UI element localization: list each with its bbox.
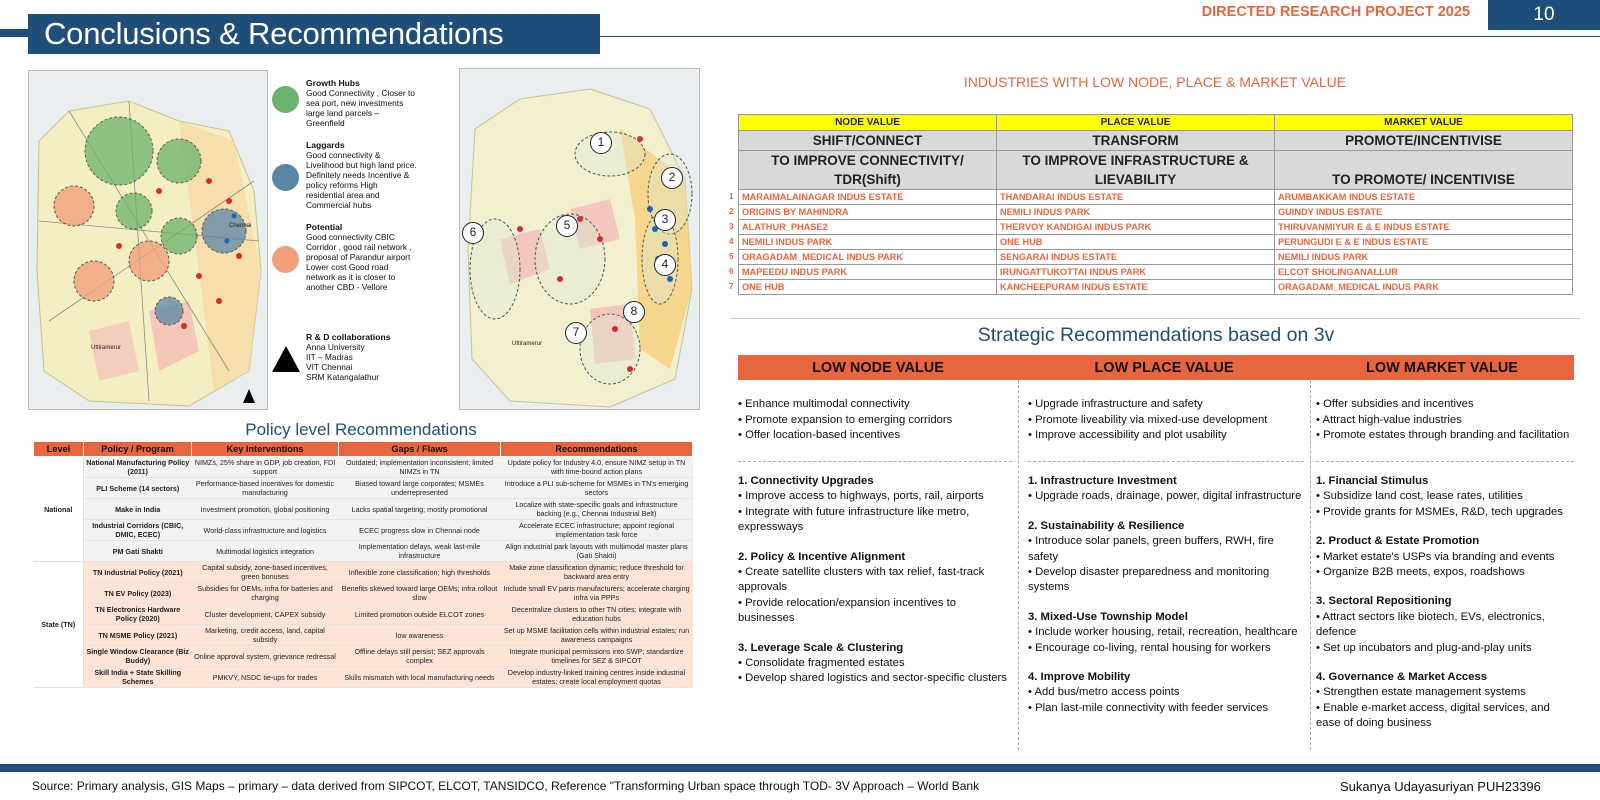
strategy-column-market <box>1316 380 1574 750</box>
strategy-block <box>738 474 1012 536</box>
column-header: TO IMPROVE CONNECTIVITY/ TDR(Shift) <box>739 151 997 190</box>
page-title: Conclusions & Recommendations <box>28 14 600 54</box>
strategy-item: • Provide grants for MSMEs, R&D, tech upgrades <box>1316 505 1563 518</box>
column-header: PROMOTE/INCENTIVISE <box>1275 131 1573 151</box>
table-cell: Develop industry-linked training centres inside industrial estates; create local employment quotas <box>501 667 693 688</box>
strategy-block <box>1028 519 1304 596</box>
legend-rd-triangle-icon <box>272 346 300 372</box>
industry-cell <box>997 190 1275 205</box>
strategy-block <box>1028 474 1304 505</box>
program-cell: Industrial Corridors (CBIC, DMIC, ECEC) <box>84 520 192 541</box>
industry-cell <box>997 235 1275 250</box>
table-row <box>34 457 693 478</box>
strategy-item: • Set up incubators and plug-and-play units <box>1316 641 1532 654</box>
row-index: 1 <box>729 192 734 201</box>
industry-cell <box>1275 190 1573 205</box>
program-cell: TN Electronics Hardware Policy (2020) <box>84 604 192 625</box>
industry-name: ORIGINS BY MAHINDRA <box>742 207 849 217</box>
table-row <box>34 562 693 583</box>
strategy-item: • Develop disaster preparedness and monitoring systems <box>1028 566 1270 594</box>
table-cell: NIMZs, 25% share in GDP, job creation, FDI support <box>192 457 339 478</box>
summary-item: • Offer subsidies and incentives <box>1316 398 1474 411</box>
legend-potential-swatch <box>272 246 299 273</box>
map-legend <box>270 76 440 416</box>
summary-item: • Promote estates through branding and facilitation <box>1316 429 1570 442</box>
legend-potential-text: Good connectivity CBIC Corridor , good rail network , proposal of Parandur airport Lower cost Good road network as it is closer to another CBD - Vellore <box>306 232 412 292</box>
column-divider <box>1310 380 1311 750</box>
strategy-block <box>1316 594 1574 656</box>
legend-laggards-text: Good connectivity & Livelihood but high land price. Definitely needs Incentive & policy reforms High residential area and Commercial hubs <box>306 150 417 210</box>
strategy-block <box>1316 670 1574 732</box>
strategy-item: • Encourage co-living, rental housing for workers <box>1028 641 1271 654</box>
strategy-block-title: 2. Policy & Incentive Alignment <box>738 550 906 563</box>
industry-name: GUINDY INDUS ESTATE <box>1278 207 1383 217</box>
map-industries <box>459 68 700 410</box>
legend-growth-swatch <box>272 86 299 113</box>
industry-cell <box>1275 235 1573 250</box>
column-header: Key Interventions <box>192 442 339 457</box>
column-header: PLACE VALUE <box>997 115 1275 131</box>
table-cell: Set up MSME facilitation cells within industrial estates; run awareness campaigns <box>501 625 693 646</box>
summary-item: • Upgrade infrastructure and safety <box>1028 398 1203 411</box>
footer-author: Sukanya Udayasuriyan PUH23396 <box>1340 779 1541 794</box>
table-cell: Update policy for Industry 4.0, ensure NIMZ setup in TN with time-bound action plans <box>501 457 693 478</box>
table-header-row <box>739 151 1573 190</box>
industry-name: MAPEEDU INDUS PARK <box>742 267 847 277</box>
industry-name: ONE HUB <box>1000 237 1043 247</box>
strategy-item: • Attract sectors like biotech, EVs, electronics, defence <box>1316 610 1545 639</box>
table-cell: Localize with state-specific goals and infrastructure backing (e.g., Chennai Industrial Belt) <box>501 499 693 520</box>
strategic-recommendations <box>738 355 1574 750</box>
table-header-row <box>739 131 1573 151</box>
strategy-item: • Introduce solar panels, green buffers, RWH, fire safety <box>1028 535 1274 563</box>
policy-section-title: Policy level Recommendations <box>245 420 477 439</box>
strategy-item: • Create satellite clusters with tax relief, fast-track approvals <box>738 566 985 594</box>
column-header: LOW NODE VALUE <box>738 355 1018 380</box>
strategy-summary <box>1028 380 1304 462</box>
industry-cell <box>1275 250 1573 265</box>
program-cell: TN MSME Policy (2021) <box>84 625 192 646</box>
program-cell: PM Gati Shakti <box>84 541 192 562</box>
table-cell: Offline delays still persist; SEZ approvals complex <box>339 646 501 667</box>
table-cell: Decentralize clusters to other TN cities; integrate with education hubs <box>501 604 693 625</box>
industry-name: NEMILI INDUS PARK <box>1278 252 1369 262</box>
map-marker-4: 4 <box>654 254 676 276</box>
table-row <box>34 520 693 541</box>
table-header-row <box>34 442 693 457</box>
industry-cell <box>729 220 997 235</box>
program-cell: TN EV Policy (2023) <box>84 583 192 604</box>
table-row <box>34 604 693 625</box>
strategy-item: • Integrate with future infrastructure like metro, expressways <box>738 505 970 534</box>
legend-rd-item: IIT – Madras <box>306 352 353 362</box>
strategy-item: • Strengthen estate management systems <box>1316 686 1526 699</box>
table-cell: World-class infrastructure and logistics <box>192 520 339 541</box>
industry-name: PERUNGUDI E & E INDUS ESTATE <box>1278 237 1429 247</box>
table-cell: Capital subsidy, zone-based incentives, green bonuses <box>192 562 339 583</box>
table-cell: Performance-based incentives for domestic manufacturing <box>192 478 339 499</box>
industry-name: ORAGADAM_MEDICAL INDUS PARK <box>1278 282 1439 292</box>
table-row <box>739 280 1573 295</box>
column-header: Level <box>34 442 84 457</box>
program-cell: Skill India + State Skilling Schemes <box>84 667 192 688</box>
industry-cell <box>997 250 1275 265</box>
strategy-column-place <box>1028 380 1304 750</box>
column-header: NODE VALUE <box>739 115 997 131</box>
column-header: SHIFT/CONNECT <box>739 131 997 151</box>
strategy-item: • Consolidate fragmented estates <box>738 657 905 670</box>
industry-name: THERVOY KANDIGAI INDUS PARK <box>1000 222 1152 232</box>
legend-laggards-swatch <box>272 164 299 191</box>
strategy-item: • Improve access to highways, ports, rail, airports <box>738 490 984 503</box>
table-row <box>739 190 1573 205</box>
strategy-item: • Include worker housing, retail, recreation, healthcare <box>1028 626 1298 639</box>
table-cell: Cluster development, CAPEX subsidy <box>192 604 339 625</box>
header-divider <box>600 36 1600 37</box>
table-cell: Introduce a PLI sub-scheme for MSMEs in TN's emerging sectors <box>501 478 693 499</box>
map-marker-5: 5 <box>556 215 578 237</box>
table-cell: Subsidies for OEMs, infra for batteries and charging <box>192 583 339 604</box>
program-cell: PLI Scheme (14 sectors) <box>84 478 192 499</box>
industry-cell <box>729 280 997 295</box>
map-marker-1: 1 <box>590 132 612 154</box>
legend-rd-item: SRM Katangalathur <box>306 372 380 382</box>
legend-growth-text: Good Connectivity , Closer to sea port, new investments large land parcels – Greenfield <box>306 88 415 128</box>
industry-name: KANCHEEPURAM INDUS ESTATE <box>1000 282 1148 292</box>
table-cell: PMKVY, NSDC tie-ups for trades <box>192 667 339 688</box>
column-header: TRANSFORM <box>997 131 1275 151</box>
row-index: 4 <box>729 237 734 246</box>
table-header-row <box>738 355 1574 380</box>
table-row <box>34 667 693 688</box>
strategy-block <box>1028 610 1304 656</box>
table-cell: Integrate municipal permissions into SWP; standardize timelines for SEZ & SIPCOT <box>501 646 693 667</box>
legend-laggards-title: Laggards <box>306 140 345 150</box>
table-cell: ECEC progress slow in Chennai node <box>339 520 501 541</box>
table-cell: Skills mismatch with local manufacturing needs <box>339 667 501 688</box>
strategy-item: • Market estate's USPs via branding and events <box>1316 550 1555 563</box>
level-cell: State (TN) <box>34 562 84 688</box>
industry-cell <box>997 280 1275 295</box>
table-row <box>34 478 693 499</box>
legend-rd-title: R & D collaborations <box>306 332 391 342</box>
strategy-block-title: 4. Improve Mobility <box>1028 671 1131 684</box>
table-cell: Limited promotion outside ELCOT zones <box>339 604 501 625</box>
industries-title: INDUSTRIES WITH LOW NODE, PLACE & MARKET VALUE <box>963 74 1347 90</box>
program-cell: TN Industrial Policy (2021) <box>84 562 192 583</box>
map-label-chennai: Chennai <box>229 223 252 229</box>
table-cell: Multimodal logistics integration <box>192 541 339 562</box>
strategy-item: • Plan last-mile connectivity with feeder services <box>1028 701 1269 714</box>
summary-item: • Attract high-value industries <box>1316 413 1462 426</box>
industry-cell <box>1275 265 1573 280</box>
strategy-block-title: 4. Governance & Market Access <box>1316 671 1488 684</box>
industry-cell <box>997 205 1275 220</box>
footer-bar <box>0 764 1600 772</box>
strategy-block-title: 2. Product & Estate Promotion <box>1316 535 1480 548</box>
strategy-item: • Upgrade roads, drainage, power, digital infrastructure <box>1028 490 1302 503</box>
map-marker-7: 7 <box>565 322 587 344</box>
table-cell: Make zone classification dynamic; reduce threshold for backward area entry <box>501 562 693 583</box>
industry-name: THIRUVANMIYUR E & E INDUS ESTATE <box>1278 222 1450 232</box>
table-row <box>34 583 693 604</box>
title-accent-line <box>0 29 28 37</box>
column-header: TO IMPROVE INFRASTRUCTURE & LIEVABILITY <box>997 151 1275 190</box>
strategy-item: • Subsidize land cost, lease rates, utilities <box>1316 490 1523 503</box>
industry-cell <box>729 190 997 205</box>
industry-cell <box>1275 280 1573 295</box>
map-label-uttiramerur: Uttiramerur <box>91 345 122 351</box>
summary-item: • Offer location-based incentives <box>738 429 900 442</box>
industry-name: MARAIMALAINAGAR INDUS ESTATE <box>742 192 904 202</box>
strategy-block-title: 1. Connectivity Upgrades <box>738 475 874 487</box>
strategy-item: • Add bus/metro access points <box>1028 686 1180 699</box>
table-row <box>739 250 1573 265</box>
strategy-block-title: 2. Sustainability & Resilience <box>1028 519 1185 532</box>
row-index: 6 <box>729 267 734 276</box>
strategy-blocks <box>1028 462 1304 716</box>
column-header: Gaps / Flaws <box>339 442 501 457</box>
industry-name: NEMILI INDUS PARK <box>1000 207 1091 217</box>
table-cell: Outdated; implementation inconsistent; limited NIMZs in TN <box>339 457 501 478</box>
legend-rd-item: VIT Chennai <box>306 362 353 372</box>
table-cell: Benefits skewed toward large OEMs; infra rollout slow <box>339 583 501 604</box>
table-cell: Inflexible zone classification; high thresholds <box>339 562 501 583</box>
industry-name: SENGARAI INDUS ESTATE <box>1000 252 1118 262</box>
strategic-title: Strategic Recommendations based on 3v <box>977 324 1335 346</box>
table-row <box>34 646 693 667</box>
industry-name: NEMILI INDUS PARK <box>742 237 833 247</box>
industry-cell <box>729 235 997 250</box>
strategy-summary <box>738 380 1012 462</box>
legend-rd-item: Anna University <box>306 342 365 352</box>
map-marker-8: 8 <box>623 301 645 323</box>
industry-name: ALATHUR_PHASE2 <box>742 222 828 232</box>
column-header: MARKET VALUE <box>1275 115 1573 131</box>
map-marker-3: 3 <box>654 209 676 231</box>
column-header: LOW PLACE VALUE <box>1018 355 1310 380</box>
row-index: 7 <box>729 282 734 291</box>
table-cell: Align industrial park layouts with multimodal master plans (Gati Shakti) <box>501 541 693 562</box>
strategy-block-title: 3. Mixed-Use Township Model <box>1028 610 1188 623</box>
strategy-block <box>738 641 1012 687</box>
industry-name: THANDARAI INDUS ESTATE <box>1000 192 1124 202</box>
table-cell: Biased toward large corporates; MSMEs underrepresented <box>339 478 501 499</box>
industry-name: ONE HUB <box>742 282 785 292</box>
summary-item: • Improve accessibility and plot usability <box>1028 429 1227 442</box>
table-cell: Implementation delays, weak last-mile infrastructure <box>339 541 501 562</box>
strategy-summary <box>1316 380 1574 462</box>
table-cell: Accelerate ECEC infrastructure; appoint regional implementation task force <box>501 520 693 541</box>
map-label-uttiramerur: Uttiramerur <box>512 341 543 347</box>
legend-potential-title: Potential <box>306 222 343 232</box>
table-cell: Include small EV parts manufacturers; accelerate charging infra via PPPs <box>501 583 693 604</box>
summary-item: • Enhance multimodal connectivity <box>738 398 910 411</box>
strategy-column-node <box>738 380 1012 750</box>
table-row <box>34 499 693 520</box>
strategy-block <box>1028 670 1304 716</box>
program-cell: Make in India <box>84 499 192 520</box>
column-header: Policy / Program <box>84 442 192 457</box>
industry-cell <box>1275 220 1573 235</box>
strategy-block-title: 3. Sectoral Repositioning <box>1316 595 1452 608</box>
strategy-blocks <box>738 462 1012 687</box>
industry-name: ORAGADAM_MEDICAL INDUS PARK <box>742 252 903 262</box>
summary-item: • Promote liveability via mixed-use development <box>1028 413 1268 426</box>
column-header: Recommendations <box>501 442 693 457</box>
project-label: DIRECTED RESEARCH PROJECT 2025 <box>1201 4 1470 20</box>
row-index: 3 <box>729 222 734 231</box>
industry-name: IRUNGATTUKOTTAI INDUS PARK <box>1000 267 1146 277</box>
strategy-item: • Organize B2B meets, expos, roadshows <box>1316 566 1525 579</box>
table-cell: Online approval system, grievance redressal <box>192 646 339 667</box>
strategy-block <box>1316 474 1574 520</box>
table-row <box>739 205 1573 220</box>
map-marker-6: 6 <box>462 222 484 244</box>
strategy-item: • Enable e-market access, digital services, and ease of doing business <box>1316 701 1550 730</box>
table-row <box>34 541 693 562</box>
table-row <box>739 220 1573 235</box>
level-cell: National <box>34 457 84 562</box>
row-index: 2 <box>729 207 734 216</box>
map-marker-2: 2 <box>661 167 683 189</box>
industry-cell <box>1275 205 1573 220</box>
industries-table <box>729 114 1573 295</box>
table-row <box>739 235 1573 250</box>
industry-name: ELCOT SHOLINGANALLUR <box>1278 267 1398 277</box>
strategy-block <box>738 550 1012 627</box>
strategy-block-title: 3. Leverage Scale & Clustering <box>738 641 904 654</box>
footer-source: Source: Primary analysis, GIS Maps – primary – data derived from SIPCOT, ELCOT, TANSIDCO, Reference "Transforming Urban space through TOD- 3V Approach – World Bank <box>32 779 980 793</box>
page-number: 10 <box>1488 0 1600 30</box>
policy-table <box>33 441 693 688</box>
section-divider <box>730 318 1580 319</box>
industry-name: ARUMBAKKAM INDUS ESTATE <box>1278 192 1415 202</box>
strategy-item: • Provide relocation/expansion incentives to businesses <box>738 596 957 625</box>
strategy-item: • Develop shared logistics and sector-specific clusters <box>738 672 1007 685</box>
industry-cell <box>997 265 1275 280</box>
strategy-block <box>1316 534 1574 580</box>
table-header-row <box>739 115 1573 131</box>
map-clusters <box>28 70 268 410</box>
table-cell: Investment promotion, global positioning <box>192 499 339 520</box>
strategy-block-title: 1. Financial Stimulus <box>1316 475 1429 487</box>
strategy-block-title: 1. Infrastructure Investment <box>1028 475 1177 487</box>
strategy-blocks <box>1316 462 1574 732</box>
industry-cell <box>729 250 997 265</box>
row-index: 5 <box>729 252 734 261</box>
summary-item: • Promote expansion to emerging corridors <box>738 413 953 426</box>
table-row <box>34 625 693 646</box>
industry-cell <box>997 220 1275 235</box>
table-row <box>739 265 1573 280</box>
industry-cell <box>729 265 997 280</box>
program-cell: Single Window Clearance (Biz Buddy) <box>84 646 192 667</box>
legend-growth-title: Growth Hubs <box>306 78 360 88</box>
column-header: LOW MARKET VALUE <box>1310 355 1574 380</box>
program-cell: National Manufacturing Policy (2011) <box>84 457 192 478</box>
column-header: TO PROMOTE/ INCENTIVISE <box>1275 151 1573 190</box>
table-cell: low awareness <box>339 625 501 646</box>
industry-cell <box>729 205 997 220</box>
column-divider <box>1018 380 1019 750</box>
table-cell: Marketing, credit access, land, capital subsidy <box>192 625 339 646</box>
table-cell: Lacks spatial targeting; mostly promotional <box>339 499 501 520</box>
